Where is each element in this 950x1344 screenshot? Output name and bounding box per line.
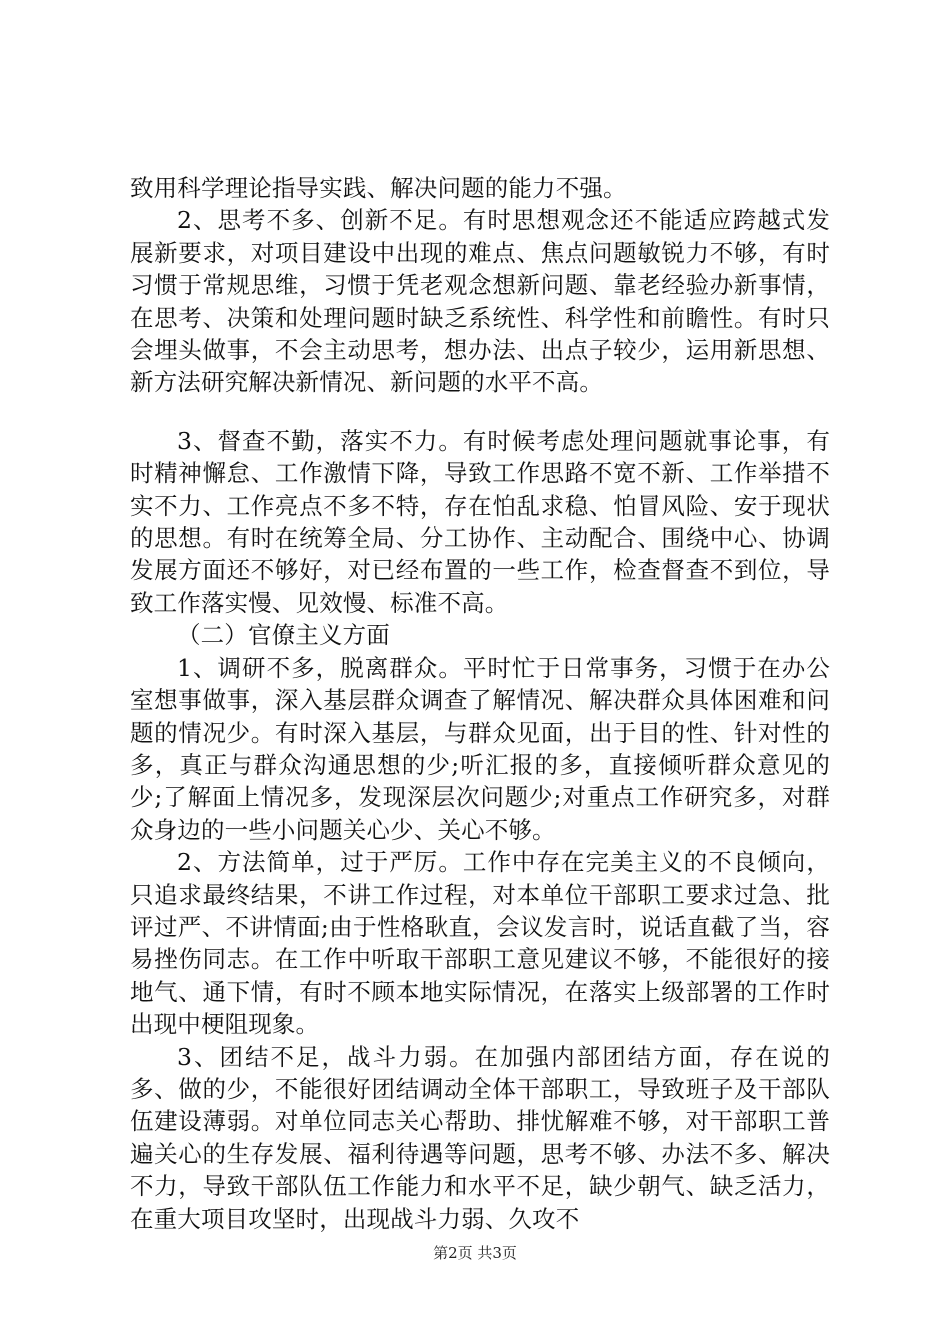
- paragraph-item-2-thinking: 2、思考不多、创新不足。有时思想观念还不能适应跨越式发展新要求，对项目建设中出现的难点、焦点问题敏锐力不够，有时习惯于常规思维，习惯于凭老观念想新问题、靠老经验办新事情，在思考、决策和处理问题时缺乏系统性、科学性和前瞻性。有时只会埋头做事，不会主动思考，想办法、出点子较少，运用新思想、新方法研究解决新情况、新问题的水平不高。: [130, 206, 830, 397]
- paragraph-item-3-supervision: 3、督查不勤，落实不力。有时候考虑处理问题就事论事，有时精神懈怠、工作激情下降，导致工作思路不宽不新、工作举措不实不力、工作亮点不多不特，存在怕乱求稳、怕冒风险、安于现状的思想。有时在统筹全局、分工协作、主动配合、围绕中心、协调发展方面还不够好，对已经布置的一些工作，检查督查不到位，导致工作落实慢、见效慢、标准不高。: [130, 426, 830, 617]
- paragraph-item-3-unity: 3、团结不足，战斗力弱。在加强内部团结方面，存在说的多、做的少，不能很好团结调动全体干部职工，导致班子及干部队伍建设薄弱。对单位同志关心帮助、排忧解难不够，对干部职工普遍关心的生存发展、福利待遇等问题，思考不够、办法不多、解决不力，导致干部队伍工作能力和水平不足，缺少朝气、缺乏活力，在重大项目攻坚时，出现战斗力弱、久攻不: [130, 1042, 830, 1233]
- section-heading-bureaucratism: （二）官僚主义方面: [177, 621, 390, 650]
- paragraph-item-1-research: 1、调研不多，脱离群众。平时忙于日常事务，习惯于在办公室想事做事，深入基层群众调查了解情况、解决群众具体困难和问题的情况少。有时深入基层，与群众见面，出于目的性、针对性的多，真正与群众沟通思想的少;听汇报的多，直接倾听群众意见的少;了解面上情况多，发现深层次问题少;对重点工作研究多，对群众身边的一些小问题关心少、关心不够。: [130, 653, 830, 844]
- paragraph-item-2-methods: 2、方法简单，过于严厉。工作中存在完美主义的不良倾向，只追求最终结果，不讲工作过程，对本单位干部职工要求过急、批评过严、不讲情面;由于性格耿直，会议发言时，说话直截了当，容易挫伤同志。在工作中听取干部职工意见建议不够，不能很好的接地气、通下情，有时不顾本地实际情况，在落实上级部署的工作时出现中梗阻现象。: [130, 848, 830, 1039]
- document-body: [130, 172, 830, 1235]
- paragraph-continuation: 致用科学理论指导实践、解决问题的能力不强。: [130, 174, 627, 202]
- page-number-label: 第2页 共3页: [433, 1244, 517, 1262]
- page-footer: [0, 1243, 950, 1263]
